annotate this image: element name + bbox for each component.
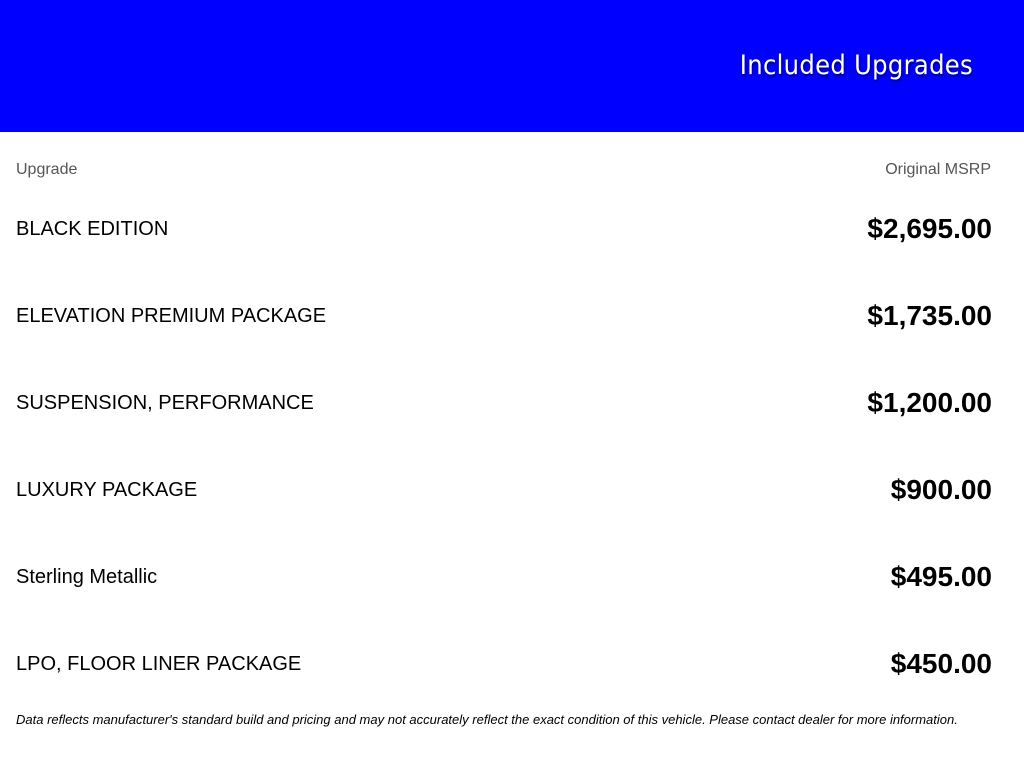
upgrades-list	[16, 198, 992, 720]
upgrade-name: Sterling Metallic	[16, 566, 158, 588]
list-item	[16, 459, 992, 546]
header-banner	[0, 0, 1024, 132]
upgrade-name: BLACK EDITION	[16, 218, 169, 240]
list-item	[16, 372, 992, 459]
upgrade-price: $900.00	[890, 474, 992, 505]
upgrade-price: $2,695.00	[867, 213, 992, 244]
list-item	[16, 285, 992, 372]
column-header-upgrade: Upgrade	[16, 161, 78, 178]
upgrade-name: LUXURY PACKAGE	[16, 479, 198, 501]
page-title: Included Upgrades	[739, 50, 973, 81]
upgrade-name: ELEVATION PREMIUM PACKAGE	[16, 305, 327, 327]
upgrade-name: LPO, FLOOR LINER PACKAGE	[16, 653, 302, 675]
upgrade-price: $450.00	[890, 648, 992, 679]
upgrade-price: $495.00	[890, 561, 992, 592]
list-item	[16, 198, 992, 285]
upgrade-name: SUSPENSION, PERFORMANCE	[16, 392, 314, 414]
column-header-msrp: Original MSRP	[885, 161, 991, 178]
upgrade-price: $1,735.00	[867, 300, 992, 331]
disclaimer-text: Data reflects manufacturer's standard build and pricing and may not accurately reflect the exact condition of this vehicle. Please contact dealer for more information.	[16, 712, 958, 727]
list-item	[16, 546, 992, 633]
upgrade-price: $1,200.00	[867, 387, 992, 418]
list-item	[16, 633, 992, 720]
